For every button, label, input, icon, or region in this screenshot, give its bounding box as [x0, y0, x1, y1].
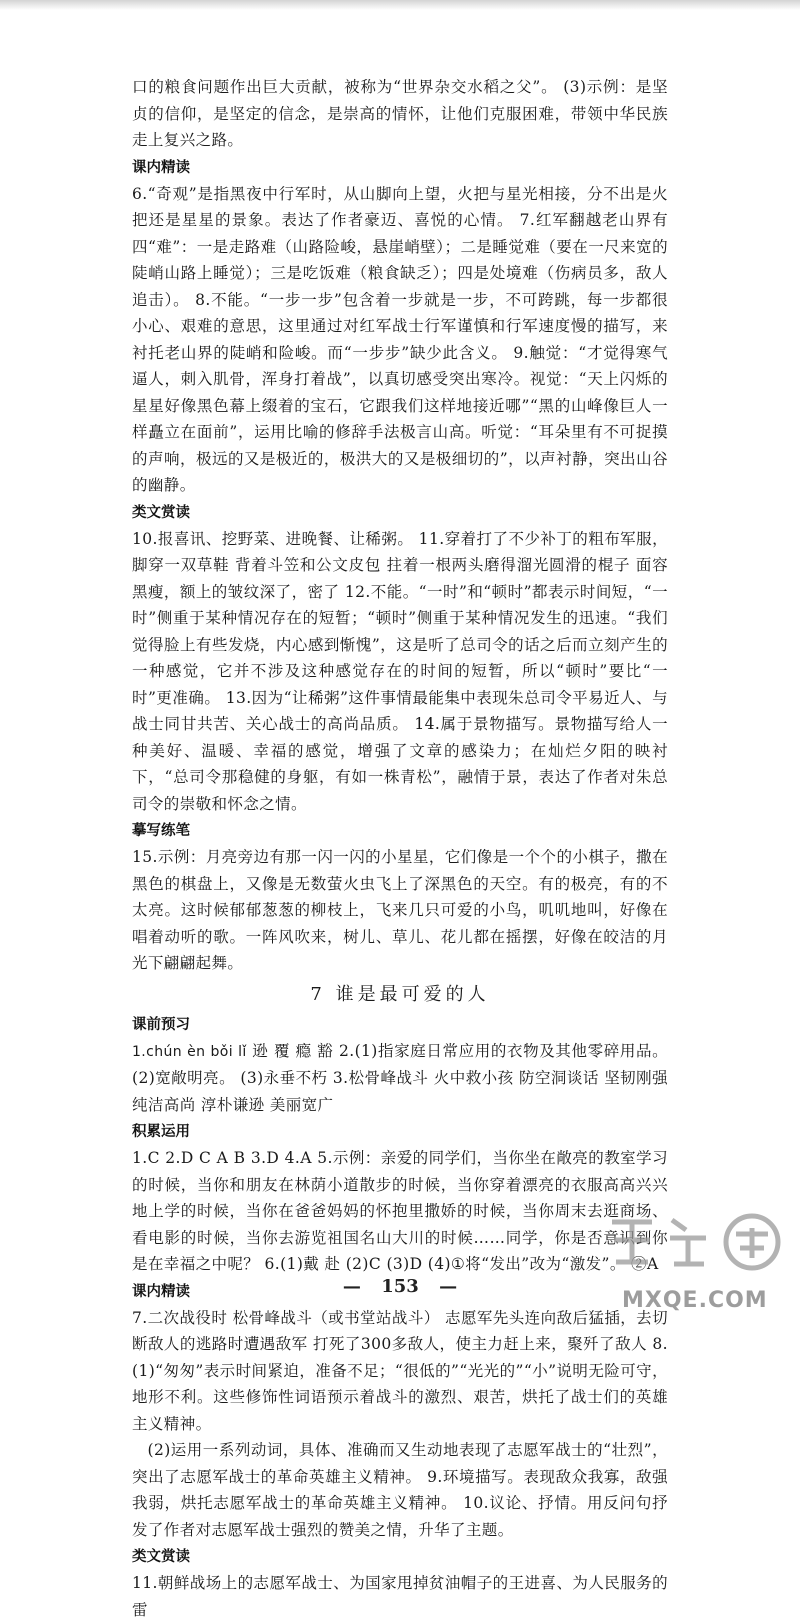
answer-page: [132, 74, 668, 1623]
section-heading-kenei-jingdu: 课内精读: [132, 159, 190, 176]
watermark: [602, 1210, 792, 1325]
paragraph-answers-10-14: 10.报喜讯、挖野菜、进晚餐、让稀粥。 11.穿着打了不少补丁的粗布军服，脚穿一双草鞋 背着斗笠和公文皮包 拄着一根两头磨得溜光圆滑的棍子 面容黑瘦，额上的皱纹深了，密了 12.不能。“一时”和“顿时”都表示时间短，“一时”侧重于某种情况存在的短暂；“顿时”侧重于某种情况发生的迅速。“我们觉得脸上有些发烧，内心感到惭愧”，这是听了总司令的话之后而立刻产生的一种感觉，它并不涉及这种感觉存在的时间的短暂，所以“顿时”要比“一时”更准确。 13.因为“让稀粥”这件事情最能集中表现朱总司令平易近人、与战士同甘共苦、关心战士的高尚品质。 14.属于景物描写。景物描写给人一种美好、温暖、幸福的感觉，增强了文章的感染力；在灿烂夕阳的映衬下，“总司令那稳健的身躯，有如一株青松”，融情于景，表达了作者对朱总司令的崇敬和怀念之情。: [132, 529, 668, 813]
section-heading-keqian-yuxi: 课前预习: [132, 1016, 190, 1033]
pinyin-answer: 1.chún èn bǒi lǐ: [132, 1043, 247, 1060]
chapter-title: 7 谁是最可爱的人: [310, 983, 490, 1005]
section-heading-leiwen-shangdu-2: 类文赏读: [132, 1549, 190, 1565]
watermark-url: MXQE.COM: [622, 1288, 768, 1313]
paragraph-answer-15: 15.示例：月亮旁边有那一闪一闪的小星星，它们像是一个个的小棋子，撒在黑色的棋盘上，又像是无数萤火虫飞上了深黑色的天空。有的极亮，有的不太亮。这时候郁郁葱葱的柳枝上，飞来几只可爱的小鸟，叽叽地叫，好像在唱着动听的歌。一阵风吹来，树儿、草儿、花儿都在摇摆，好像在皎洁的月光下翩翩起舞。: [132, 848, 668, 972]
paragraph-answers-1-6: 1.C 2.D C A B 3.D 4.A 5.示例：亲爱的同学们，当你坐在敞亮的教室学习的时候，当你和朋友在林荫小道散步的时候，当你穿着漂亮的衣服高高兴兴地上学的时候，当你在爸爸妈妈的怀抱里撒娇的时候，当你周末去逛商场、看电影的时候，当你去游览祖国名山大川的时候……同学，你是否意识到你是在幸福之中呢？ 6.(1)戴 赴 (2)C (3)D (4)①将“发出”改为“激发”。 ②A: [132, 1149, 668, 1273]
section-heading-kenei-jingdu-2: 课内精读: [132, 1283, 190, 1300]
section-heading-leiwen-shangdu: 类文赏读: [132, 504, 190, 521]
paragraph-answers-8-10: (2)运用一系列动词，具体、准确而又生动地表现了志愿军战士的“壮烈”，突出了志愿军战士的革命英雄主义精神。 9.环境描写。表现敌众我寡，敌强我弱，烘托志愿军战士的革命英雄主义精神。 10.议论、抒情。用反问句抒发了作者对志愿军战士强烈的赞美之情，升华了主题。: [132, 1441, 668, 1539]
paragraph-preview-answers: [132, 1038, 668, 1119]
paragraph-answer-3: 口的粮食问题作出巨大贡献，被称为“世界杂交水稻之父”。 (3)示例：是坚贞的信仰，是坚定的信念，是崇高的情怀，让他们克服困难，带领中华民族走上复兴之路。: [132, 78, 668, 149]
footer-dash-left: —: [342, 1276, 361, 1297]
paragraph-answers-6-9: 6.“奇观”是指黑夜中行军时，从山脚向上望，火把与星光相接，分不出是火把还是星星的景象。表达了作者豪迈、喜悦的心情。 7.红军翻越老山界有四“难”：一是走路难（山路险峻，悬崖峭壁）；二是睡觉难（要在一尺来宽的陡峭山路上睡觉）；三是吃饭难（粮食缺乏）；四是处境难（伤病员多，敌人追击）。 8.不能。“一步一步”包含着一步就是一步，不可跨跳，每一步都很小心、艰难的意思，这里通过对红军战士行军谨慎和行军速度慢的描写，来衬托老山界的陡峭和险峻。而“一步步”缺少此含义。 9.触觉：“才觉得寒气逼人，刺入肌骨，浑身打着战”，以真切感受突出寒冷。视觉：“天上闪烁的星星好像黑色幕上缀着的宝石，它跟我们这样地接近哪”“黑的山峰像巨人一样矗立在面前”，运用比喻的修辞手法极言山高。听觉：“耳朵里有不可捉摸的声响，极远的又是极近的，极洪大的又是极细切的”，以声衬静，突出山谷的幽静。: [132, 184, 668, 494]
paragraph-answers-7-8: 7.二次战役时 松骨峰战斗（或书堂站战斗） 志愿军先头连向敌后猛插，去切断敌人的逃路时遭遇敌军 打死了300多敌人，使主力赶上来，聚歼了敌人 8.(1)“匆匆”表示时间紧迫，准备不足；“很低的”“光光的”“小”说明无险可守，地形不利。这些修饰性词语预示着战斗的激烈、艰苦，烘托了战士们的英雄主义精神。: [132, 1308, 668, 1433]
watermark-logo-icon: [602, 1210, 792, 1272]
footer-dash-right: —: [439, 1276, 458, 1297]
page-top-shadow: [0, 0, 800, 10]
section-heading-jilei-yunyong: 积累运用: [132, 1124, 190, 1140]
preview-answers-text: 逊 覆 瘾 豁 2.(1)指家庭日常应用的衣物及其他零碎用品。 (2)宽敞明亮。 (3)永垂不朽 3.松骨峰战斗 火中救小孩 防空洞谈话 坚韧刚强 纯洁高尚 淳朴谦逊 美丽宽广: [132, 1041, 668, 1114]
page-number: 153: [381, 1276, 419, 1297]
paragraph-answer-11: 11.朝鲜战场上的志愿军战士、为国家甩掉贫油帽子的王进喜、为人民服务的雷: [132, 1574, 668, 1619]
section-heading-moxie-lianbi: 摹写练笔: [132, 823, 190, 839]
